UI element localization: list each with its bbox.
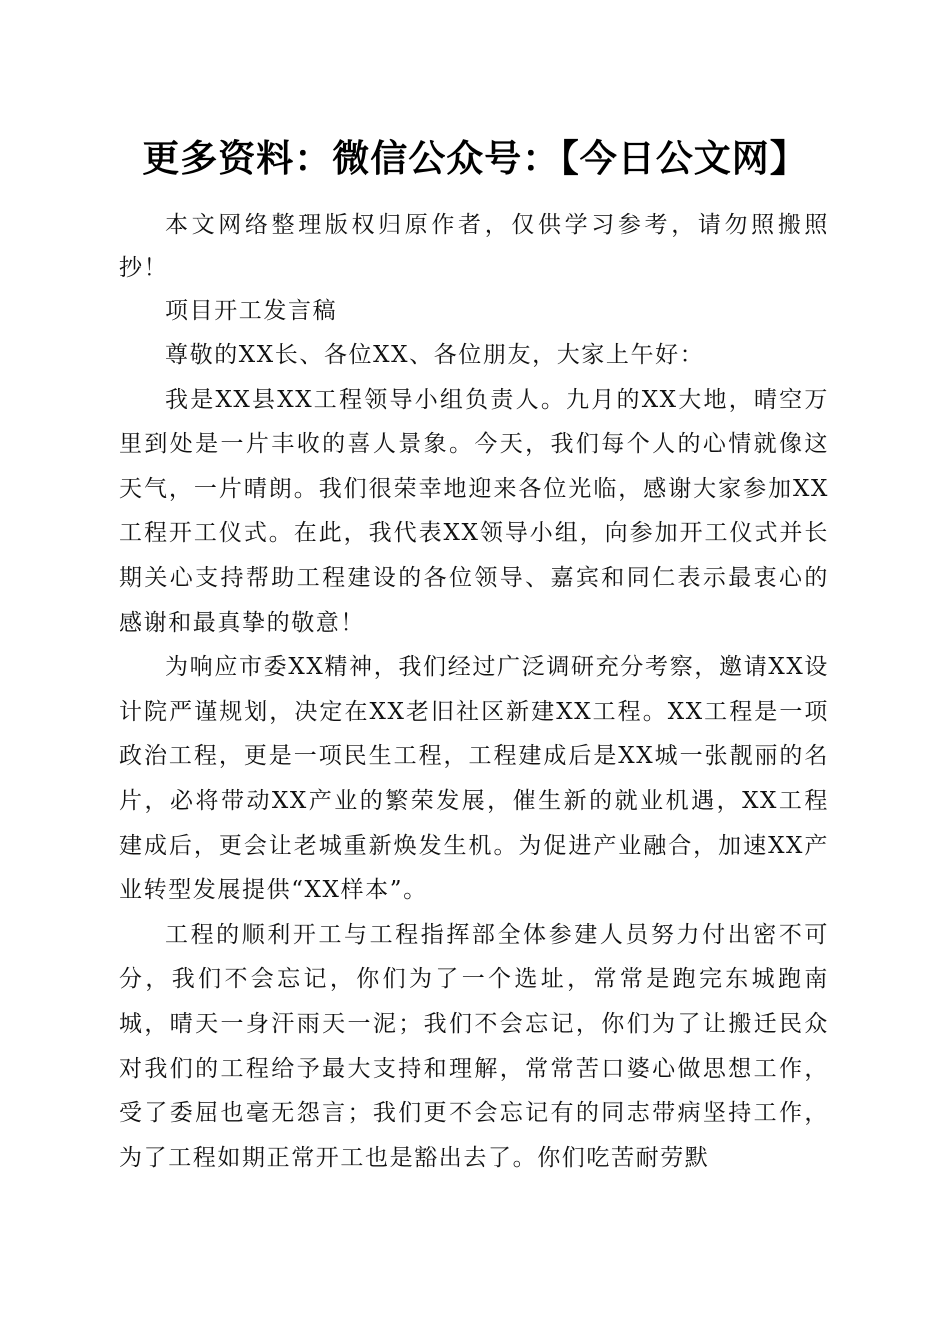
paragraph-acknowledgement: 工程的顺利开工与工程指挥部全体参建人员努力付出密不可分，我们不会忘记，你们为了一个选址，常常是跑完东城跑南城，晴天一身汗雨天一泥；我们不会忘记，你们为了让搬迁民众对我们的工程给予最大支持和理解，常常苦口婆心做思想工作，受了委屈也毫无怨言；我们更不会忘记有的同志带病坚持工作，为了工程如期正常开工也是豁出去了。你们吃苦耐劳默: [119, 921, 829, 1171]
document-body: [119, 204, 829, 1180]
paragraph-introduction: 我是XX县XX工程领导小组负责人。九月的XX大地，晴空万里到处是一片丰收的喜人景象。今天，我们每个人的心情就像这天气，一片晴朗。我们很荣幸地迎来各位光临，感谢大家参加XX工程开工仪式。在此，我代表XX领导小组，向参加开工仪式并长期关心支持帮助工程建设的各位领导、嘉宾和同仁表示最衷心的感谢和最真挚的敬意！: [119, 386, 829, 636]
document-title: 更多资料：微信公众号：【今日公文网】: [142, 137, 808, 180]
paragraph-project-background: 为响应市委XX精神，我们经过广泛调研充分考察，邀请XX设计院严谨规划，决定在XX老旧社区新建XX工程。XX工程是一项政治工程，更是一项民生工程，工程建成后是XX城一张靓丽的名片，必将带动XX产业的繁荣发展，催生新的就业机遇，XX工程建成后，更会让老城重新焕发生机。为促进产业融合，加速XX产业转型发展提供“XX样本”。: [119, 654, 829, 904]
salutation: 尊敬的XX长、各位XX、各位朋友，大家上午好：: [165, 342, 705, 368]
speech-title: 项目开工发言稿: [165, 298, 338, 324]
copyright-notice: 本文网络整理版权归原作者，仅供学习参考，请勿照搬照抄！: [119, 212, 829, 281]
